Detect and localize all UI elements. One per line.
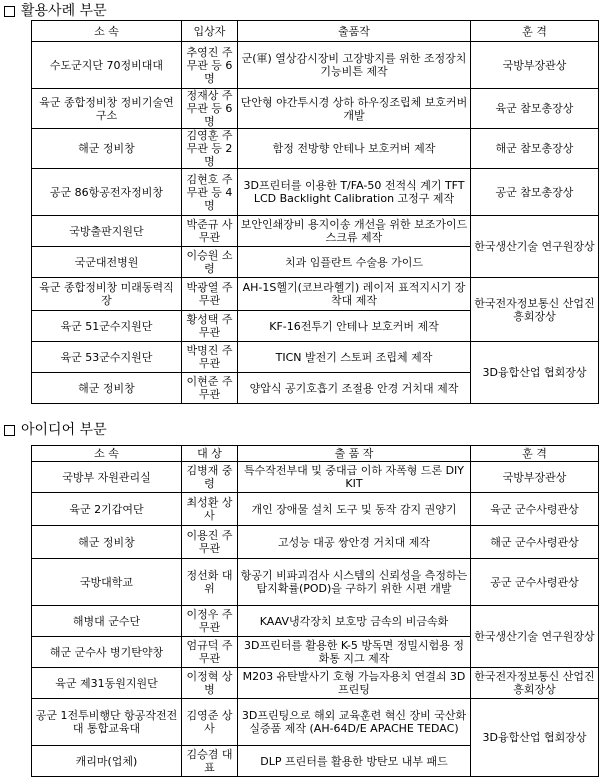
cell-winner: 박광열 주무관 [182, 278, 238, 311]
header-target: 대 상 [182, 446, 238, 462]
cell-award: 공군 참모총장상 [471, 169, 599, 216]
cell-org: 해군 정비창 [32, 373, 182, 404]
cell-work: 보안인쇄장비 용지이송 개선을 위한 보조가이드 스크류 제작 [238, 216, 471, 247]
cell-work: KF-16전투기 안테나 보호커버 제작 [238, 311, 471, 342]
cell-winner: 이용진 주무관 [182, 526, 238, 559]
cell-work: AH-1S헬기(코브라헬기) 레이저 표적지시기 장착대 제작 [238, 278, 471, 311]
cell-work: M203 유탄발사기 호형 가늠자용치 연결쇠 3D프린팅 [238, 668, 471, 699]
cell-org: 육군 제31동원지원단 [32, 668, 182, 699]
cell-award: 육군 군수사령관상 [471, 493, 599, 526]
cell-org: 캐리마(업체) [32, 746, 182, 777]
cell-org: 국방대학교 [32, 559, 182, 606]
cell-award: 국방부장관상 [471, 42, 599, 89]
cell-work: 3D프린팅으로 해외 교육훈련 혁신 장비 국산화 실증품 제작 (AH-64D/E APACHE TEDAC) [238, 699, 471, 746]
cell-org: 육군 종합정비창 미래동력직장 [32, 278, 182, 311]
cell-award-merged: 3D융합산업 협회장상 [471, 342, 599, 404]
cell-winner: 이정우 주무관 [182, 606, 238, 637]
cell-org: 육군 2기갑여단 [32, 493, 182, 526]
section1-title-text: 활용사례 부문 [21, 3, 107, 19]
table-row [32, 129, 599, 169]
cell-winner: 박준규 사무관 [182, 216, 238, 247]
header-org: 소 속 [32, 446, 182, 462]
cell-winner: 박명진 주무관 [182, 342, 238, 373]
cell-award: 공군 군수사령관상 [471, 559, 599, 606]
cell-award-merged: 한국생산기술 연구원장상 [471, 216, 599, 278]
table-row [32, 216, 599, 247]
header-work: 출품작 [238, 21, 471, 42]
table-row [32, 559, 599, 606]
cell-winner: 최성환 상사 [182, 493, 238, 526]
cell-winner: 정선화 대위 [182, 559, 238, 606]
section2-title [4, 421, 107, 439]
cell-award: 육군 참모총장상 [471, 89, 599, 129]
cell-work: 함정 전방향 안테나 보호커버 제작 [238, 129, 471, 169]
header-award: 훈 격 [471, 446, 599, 462]
header-award: 훈 격 [471, 21, 599, 42]
cell-work: 3D프린터를 활용한 K-5 방독면 정밀시험용 정화통 지그 제작 [238, 637, 471, 668]
header-work: 출 품 작 [238, 446, 471, 462]
cell-winner: 황성택 주무관 [182, 311, 238, 342]
cell-winner: 김승겸 대표 [182, 746, 238, 777]
cell-winner: 정재상 주무관 등 6명 [182, 89, 238, 129]
table-row [32, 668, 599, 699]
cell-award: 한국전자정보통신 산업진흥회장상 [471, 668, 599, 699]
cell-work: 항공기 비파괴검사 시스템의 신뢰성을 측정하는 탐지확률(POD)을 구하기 위한 시편 개발 [238, 559, 471, 606]
table-header-row [32, 21, 599, 42]
cell-org: 수도군지단 70정비대대 [32, 42, 182, 89]
cell-award: 해군 참모총장상 [471, 129, 599, 169]
cell-winner: 이정혁 상병 [182, 668, 238, 699]
table-header-row [32, 446, 599, 462]
cell-winner: 이승원 소령 [182, 247, 238, 278]
cell-work: 특수작전부대 및 중대급 이하 자폭형 드론 DIY KIT [238, 462, 471, 493]
cell-award-merged: 한국생산기술 연구원장상 [471, 606, 599, 668]
cell-winner: 김병재 중령 [182, 462, 238, 493]
checkbox-icon [4, 6, 15, 17]
table-row [32, 699, 599, 746]
table-row [32, 606, 599, 637]
cell-winner: 김영준 상사 [182, 699, 238, 746]
cell-work: DLP 프린터를 활용한 방탄모 내부 패드 [238, 746, 471, 777]
cell-award-merged: 한국전자정보통신 산업진흥회장상 [471, 278, 599, 342]
table-row [32, 169, 599, 216]
checkbox-icon [4, 425, 15, 436]
section1-table [31, 20, 599, 404]
cell-winner: 이현준 주무관 [182, 373, 238, 404]
cell-org: 해군 정비창 [32, 526, 182, 559]
cell-org: 국군대전병원 [32, 247, 182, 278]
section2-title-text: 아이디어 부문 [21, 422, 107, 438]
section2-table [31, 445, 599, 777]
cell-winner: 엄규덕 주무관 [182, 637, 238, 668]
cell-award: 국방부장관상 [471, 462, 599, 493]
cell-org: 공군 86항공전자정비창 [32, 169, 182, 216]
table-row [32, 42, 599, 89]
header-winner: 입상자 [182, 21, 238, 42]
cell-work: KAAV냉각장치 보호망 금속의 비금속화 [238, 606, 471, 637]
cell-work: 군(軍) 열상감시장비 고장방지를 위한 조정장치 기능비튼 제작 [238, 42, 471, 89]
section1-title [4, 2, 107, 20]
cell-work: TICN 발전기 스토퍼 조립체 제작 [238, 342, 471, 373]
cell-work: 3D프린터를 이용한 T/FA-50 전적식 계기 TFT LCD Backlight Calibration 고정구 제작 [238, 169, 471, 216]
cell-work: 양압식 공기호흡기 조절용 안경 거치대 제작 [238, 373, 471, 404]
cell-winner: 김영훈 주무관 등 2명 [182, 129, 238, 169]
cell-award: 해군 군수사령관상 [471, 526, 599, 559]
cell-work: 개인 장애물 설치 도구 및 동작 감지 권양기 [238, 493, 471, 526]
cell-org: 국방출판지원단 [32, 216, 182, 247]
cell-org: 해병대 군수단 [32, 606, 182, 637]
cell-award-merged: 3D융합산업 협회장상 [471, 699, 599, 777]
cell-work: 고성능 대공 쌍안경 거치대 제작 [238, 526, 471, 559]
cell-org: 해군 정비창 [32, 129, 182, 169]
cell-org: 육군 53군수지원단 [32, 342, 182, 373]
table-row [32, 526, 599, 559]
cell-winner: 김현호 주무관 등 4명 [182, 169, 238, 216]
cell-org: 공군 1전투비행단 항공작전전대 통합교육대 [32, 699, 182, 746]
table-row [32, 493, 599, 526]
cell-work: 치과 임플란트 수술용 가이드 [238, 247, 471, 278]
table-row [32, 89, 599, 129]
cell-org: 국방부 자원관리실 [32, 462, 182, 493]
cell-org: 해군 군수사 병기탄약창 [32, 637, 182, 668]
cell-org: 육군 51군수지원단 [32, 311, 182, 342]
table-row [32, 462, 599, 493]
cell-org: 육군 종합정비창 정비기술연구소 [32, 89, 182, 129]
table-row [32, 278, 599, 311]
cell-work: 단안형 야간투시경 상하 하우징조립체 보호커버 개발 [238, 89, 471, 129]
header-org: 소 속 [32, 21, 182, 42]
table-row [32, 342, 599, 373]
cell-winner: 추영진 주무관 등 6명 [182, 42, 238, 89]
